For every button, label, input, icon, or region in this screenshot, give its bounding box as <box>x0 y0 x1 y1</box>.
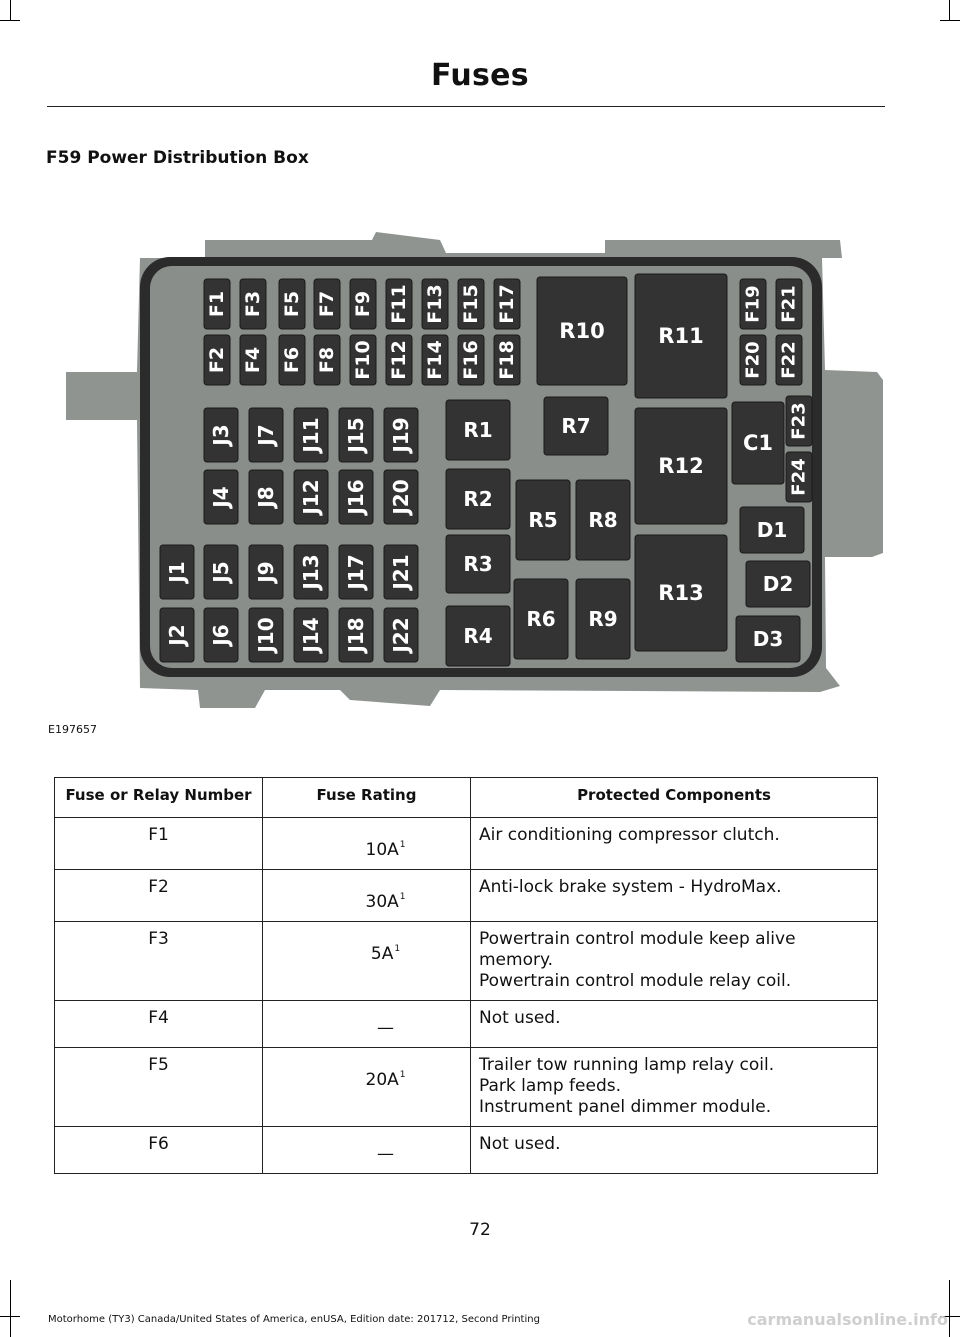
slot-j16 <box>339 470 373 524</box>
slot-label: F10 <box>352 340 374 380</box>
slot-label: J19 <box>389 417 413 453</box>
fuse-number-cell: F6 <box>55 1127 263 1174</box>
slot-label: F22 <box>778 341 800 379</box>
slot-label: F20 <box>742 341 764 379</box>
slot-r12 <box>635 408 727 524</box>
slot-j1 <box>160 545 194 599</box>
slot-f17 <box>494 279 520 329</box>
slot-label: F11 <box>388 284 410 324</box>
slot-label: F7 <box>316 290 338 318</box>
component-line: Not used. <box>479 1134 561 1154</box>
slot-f8 <box>314 335 340 385</box>
page-number: 72 <box>469 1220 491 1240</box>
slot-label: J4 <box>209 486 233 508</box>
protected-components-cell <box>471 870 878 922</box>
slot-j17 <box>339 545 373 599</box>
slot-label: D2 <box>762 572 794 596</box>
slot-j12 <box>294 470 328 524</box>
slot-r3 <box>446 535 510 593</box>
fuse-rating: $20A^1$ <box>365 1070 406 1090</box>
figure-id: E197657 <box>48 723 97 736</box>
slot-label: F6 <box>281 346 303 374</box>
slot-label: R5 <box>528 508 558 532</box>
slot-label: J6 <box>209 624 233 646</box>
slot-r5 <box>516 480 570 560</box>
slot-label: J15 <box>344 417 368 453</box>
slot-f4 <box>240 335 266 385</box>
footnote-marker: 1 <box>399 1070 406 1080</box>
column-header-number: Fuse or Relay Number <box>55 778 263 818</box>
crop-mark <box>0 1316 20 1317</box>
fuse-rating-cell <box>263 870 471 922</box>
table-row <box>55 922 878 1001</box>
slot-label: J20 <box>389 479 413 515</box>
footnote-marker: 1 <box>399 840 406 850</box>
slot-d3 <box>736 616 800 662</box>
slot-r2 <box>446 469 510 529</box>
fuse-rating: $10A^1$ <box>365 840 406 860</box>
slot-j9 <box>249 545 283 599</box>
fuse-table <box>54 777 878 1174</box>
slot-label: J1 <box>165 561 189 583</box>
slot-label: F5 <box>281 290 303 318</box>
slot-label: J10 <box>254 617 278 653</box>
fuse-rating-cell <box>263 1048 471 1127</box>
watermark: carmanualsonline.info <box>747 1310 948 1329</box>
slot-r6 <box>514 579 568 659</box>
slot-label: R2 <box>463 487 493 511</box>
slot-j5 <box>204 545 238 599</box>
slot-j11 <box>294 408 328 462</box>
slot-label: R11 <box>658 324 704 348</box>
slot-label: D1 <box>756 518 788 542</box>
slot-j8 <box>249 470 283 524</box>
crop-mark <box>10 1280 11 1337</box>
protected-components-cell <box>471 818 878 870</box>
fuse-rating: $30A^1$ <box>365 892 406 912</box>
component-line: Powertrain control module relay coil. <box>479 971 792 991</box>
fuse-rating: — <box>377 1018 394 1038</box>
fuse-number-cell: F5 <box>55 1048 263 1127</box>
fuse-number-cell: F3 <box>55 922 263 1001</box>
slot-label: C1 <box>742 431 774 455</box>
slot-label: F23 <box>788 402 810 440</box>
slot-f19 <box>740 279 766 329</box>
fuse-number-cell: F1 <box>55 818 263 870</box>
slot-label: F16 <box>460 340 482 380</box>
component-line: Not used. <box>479 1008 561 1028</box>
protected-components-cell <box>471 1127 878 1174</box>
slot-label: F21 <box>778 285 800 323</box>
footer-text: Motorhome (TY3) Canada/United States of America, enUSA, Edition date: 201712, Second Printing <box>48 1314 540 1325</box>
slot-d2 <box>746 561 810 607</box>
fuse-rating-cell <box>263 1001 471 1048</box>
slot-f22 <box>776 335 802 385</box>
slot-label: J18 <box>344 617 368 653</box>
slot-label: R13 <box>658 581 704 605</box>
slot-f7 <box>314 279 340 329</box>
crop-mark <box>949 1280 950 1337</box>
slot-label: D3 <box>752 627 784 651</box>
slot-j21 <box>384 545 418 599</box>
fuse-rating-cell <box>263 1127 471 1174</box>
slot-label: F24 <box>788 458 810 496</box>
component-line: Park lamp feeds. <box>479 1076 621 1096</box>
slot-label: R9 <box>588 607 618 631</box>
slot-label: R3 <box>463 552 493 576</box>
slot-label: J5 <box>209 561 233 583</box>
slot-label: J3 <box>209 424 233 446</box>
slot-label: R7 <box>561 414 591 438</box>
table-header-row <box>55 778 878 818</box>
slot-f6 <box>279 335 305 385</box>
slot-c1 <box>732 402 784 484</box>
slot-label: J8 <box>254 486 278 508</box>
slot-f15 <box>458 279 484 329</box>
fuse-number-cell: F4 <box>55 1001 263 1048</box>
component-line: Trailer tow running lamp relay coil. <box>479 1055 775 1075</box>
slot-j7 <box>249 408 283 462</box>
slot-label: J21 <box>389 554 413 590</box>
table-row <box>55 870 878 922</box>
slot-j13 <box>294 545 328 599</box>
slot-label: F8 <box>316 346 338 374</box>
slot-r4 <box>446 606 510 666</box>
table-row <box>55 818 878 870</box>
slot-j2 <box>160 608 194 662</box>
slot-label: J13 <box>299 554 323 590</box>
slot-label: J11 <box>299 417 323 453</box>
slot-label: F17 <box>496 284 518 324</box>
table-row <box>55 1048 878 1127</box>
slot-j3 <box>204 408 238 462</box>
slot-label: J9 <box>254 561 278 583</box>
protected-components-cell <box>471 922 878 1001</box>
slot-f24 <box>786 452 812 502</box>
protected-components-cell <box>471 1048 878 1127</box>
slot-label: F9 <box>352 290 374 318</box>
slot-f20 <box>740 335 766 385</box>
slot-label: R8 <box>588 508 618 532</box>
slot-f21 <box>776 279 802 329</box>
slot-f10 <box>350 335 376 385</box>
slot-f5 <box>279 279 305 329</box>
fuse-rating: $5A^1$ <box>370 944 401 964</box>
column-header-components: Protected Components <box>471 778 878 818</box>
slot-f14 <box>422 335 448 385</box>
table-row <box>55 1127 878 1174</box>
component-line: Anti-lock brake system - HydroMax. <box>479 877 782 897</box>
slot-r1 <box>446 400 510 460</box>
slot-j10 <box>249 608 283 662</box>
slot-label: J16 <box>344 479 368 515</box>
page-title: Fuses <box>431 58 529 93</box>
slot-j6 <box>204 608 238 662</box>
slot-label: F19 <box>742 285 764 323</box>
slot-label: J14 <box>299 617 323 653</box>
slot-label: J7 <box>254 424 278 446</box>
slot-label: R4 <box>463 624 493 648</box>
slot-label: R12 <box>658 454 704 478</box>
table-row <box>55 1001 878 1048</box>
slot-label: J2 <box>165 624 189 646</box>
slot-f13 <box>422 279 448 329</box>
slot-label: R10 <box>559 319 605 343</box>
slot-label: F4 <box>242 346 264 374</box>
slot-j20 <box>384 470 418 524</box>
footnote-marker: 1 <box>394 944 401 954</box>
slot-f9 <box>350 279 376 329</box>
slot-r9 <box>576 579 630 659</box>
slot-label: F12 <box>388 340 410 380</box>
slot-label: J22 <box>389 617 413 653</box>
component-line: Air conditioning compressor clutch. <box>479 825 780 845</box>
slot-j15 <box>339 408 373 462</box>
protected-components-cell <box>471 1001 878 1048</box>
slot-label: F18 <box>496 340 518 380</box>
slot-label: F3 <box>242 290 264 318</box>
slot-label: R1 <box>463 418 493 442</box>
component-line: Powertrain control module keep alive memory. <box>479 929 796 970</box>
slot-label: F1 <box>206 290 228 318</box>
slot-label: F13 <box>424 284 446 324</box>
slot-f2 <box>204 335 230 385</box>
slot-label: F15 <box>460 284 482 324</box>
slot-label: R6 <box>526 607 556 631</box>
slot-r13 <box>635 535 727 651</box>
footnote-marker: 1 <box>399 892 406 902</box>
slot-r8 <box>576 480 630 560</box>
fuse-number-cell: F2 <box>55 870 263 922</box>
slot-j22 <box>384 608 418 662</box>
slot-label: J17 <box>344 554 368 590</box>
slot-label: J12 <box>299 479 323 515</box>
slot-r11 <box>635 274 727 398</box>
column-header-rating: Fuse Rating <box>263 778 471 818</box>
slot-f16 <box>458 335 484 385</box>
slot-f12 <box>386 335 412 385</box>
fuse-rating-cell <box>263 818 471 870</box>
slot-r7 <box>544 397 608 455</box>
slot-d1 <box>740 507 804 553</box>
slot-j14 <box>294 608 328 662</box>
slot-j18 <box>339 608 373 662</box>
slot-j19 <box>384 408 418 462</box>
slot-f23 <box>786 396 812 446</box>
section-heading: F59 Power Distribution Box <box>46 148 309 168</box>
slot-label: F2 <box>206 346 228 374</box>
slot-f18 <box>494 335 520 385</box>
slot-f11 <box>386 279 412 329</box>
slot-label: F14 <box>424 340 446 380</box>
fuse-rating-cell <box>263 922 471 1001</box>
slot-j4 <box>204 470 238 524</box>
slot-f1 <box>204 279 230 329</box>
slot-f3 <box>240 279 266 329</box>
fuse-rating: — <box>377 1144 394 1164</box>
slot-r10 <box>537 277 627 385</box>
component-line: Instrument panel dimmer module. <box>479 1097 772 1117</box>
